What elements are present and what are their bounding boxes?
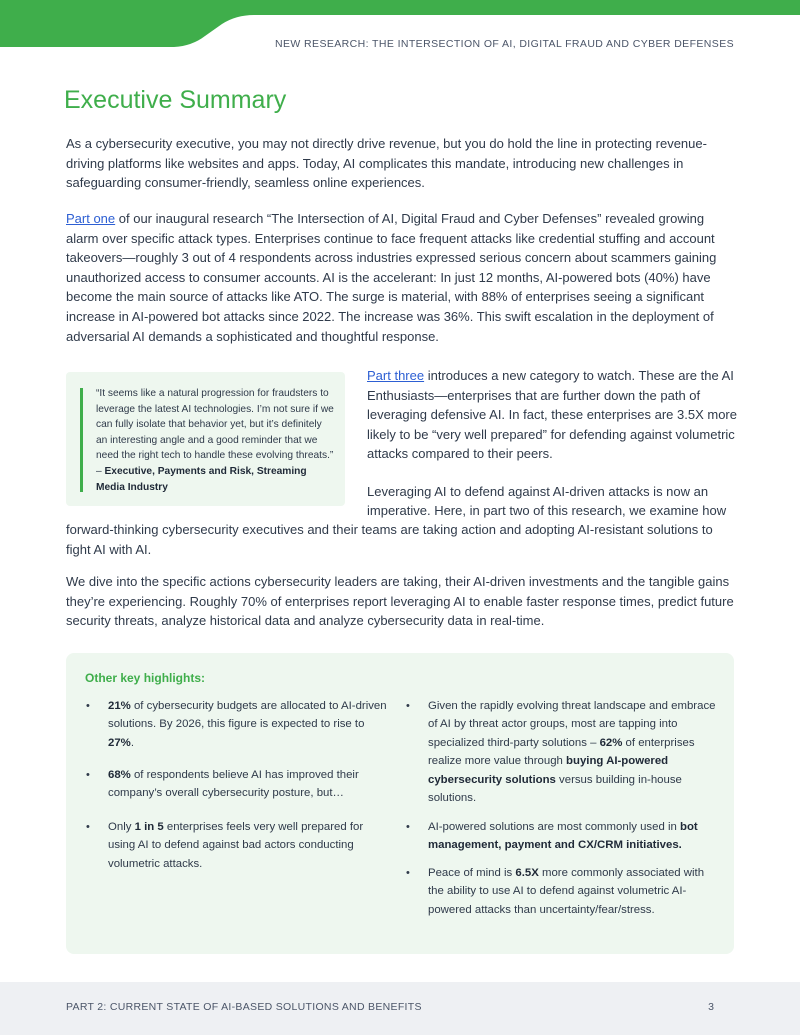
- quote-attribution: Executive, Payments and Risk, Streaming Media Industry: [96, 465, 307, 493]
- page-title: Executive Summary: [64, 86, 287, 114]
- highlight-item: • Only 1 in 5 enterprises feels very well prepared for using AI to defend against bad actors conducting volumetric attacks.: [108, 818, 390, 873]
- quote-accent-bar: [80, 388, 83, 492]
- bullet-icon: •: [86, 700, 90, 712]
- bullet-icon: •: [86, 769, 90, 781]
- actions-paragraph: We dive into the specific actions cybersecurity leaders are taking, their AI-driven investments and the tangible gains they’re experiencing. Roughly 70% of enterprises report leveraging AI to enable faster response times, predict future security threats, analyze historical data and analyze cybersecurity data in real-time.: [66, 574, 734, 629]
- page-number: 3: [708, 1001, 714, 1013]
- pull-quote: [66, 372, 345, 506]
- highlight-item: • AI-powered solutions are most commonly used in bot management, payment and CX/CRM initiatives.: [428, 818, 718, 855]
- bullet-icon: •: [406, 700, 410, 712]
- part-three-paragraph: [367, 366, 737, 464]
- highlight-item: • Peace of mind is 6.5X more commonly associated with the ability to use AI to defend against volumetric AI-powered attacks than uncertainty/fear/stress.: [428, 864, 718, 919]
- bullet-icon: •: [406, 867, 410, 879]
- leveraging-line-1: Leveraging AI to defend against AI-driven attacks is now an: [367, 484, 709, 499]
- page-footer: [0, 982, 800, 1035]
- part-three-link[interactable]: Part three: [367, 368, 425, 383]
- bullet-icon: •: [86, 821, 90, 833]
- highlight-item: • Given the rapidly evolving threat landscape and embrace of AI by threat actor groups, most are tapping into specialized third-party solutions – 62% of enterprises realize more value through buying AI-powered cybersecurity solutions versus building in-house solutions.: [428, 697, 718, 807]
- key-highlights-box: [66, 653, 734, 954]
- quote-text: [96, 386, 334, 495]
- bullet-icon: •: [406, 821, 410, 833]
- part-one-link[interactable]: Part one: [66, 211, 116, 226]
- running-header: NEW RESEARCH: THE INTERSECTION OF AI, DIGITAL FRAUD AND CYBER DEFENSES: [275, 38, 734, 50]
- highlight-item: • 21% of cybersecurity budgets are allocated to AI-driven solutions. By 2026, this figure is expected to rise to 27%.: [108, 697, 390, 752]
- footer-section-title: PART 2: CURRENT STATE OF AI-BASED SOLUTIONS AND BENEFITS: [66, 1001, 422, 1013]
- intro-paragraph: As a cybersecurity executive, you may not directly drive revenue, but you do hold the line in protecting revenue-driving platforms like websites and apps. Today, AI complicates this mandate, introducing new challenges in safeguarding consumer-friendly, seamless online experiences.: [66, 136, 707, 191]
- part-three-text: introduces a new category to watch. These are the AI Enthusiasts—enterprises that are further down the path of leveraging defensive AI. In fact, these enterprises are 3.5X more likely to be “very well prepared” for defending against volumetric attacks compared to their peers.: [367, 368, 737, 462]
- part-one-paragraph: [66, 209, 736, 346]
- highlights-title: Other key highlights:: [85, 671, 206, 685]
- part-one-text: of our inaugural research “The Intersection of AI, Digital Fraud and Cyber Defenses” revealed growing alarm over specific attack types. Enterprises continue to face frequent attacks like credential stuffing and account takeovers—roughly 3 out of 4 respondents across industries expressed serious concern about scammers gaining unauthorized access to consumer accounts. AI is the accelerant: In just 12 months, AI-powered bots (40%) have become the main source of attacks like ATO. The surge is material, with 88% of enterprises seeing a significant increase in AI-powered bot attacks since 2022. The increase was 36%. This swift escalation in the deployment of adversarial AI demands a sophisticated and thoughtful response.: [66, 211, 717, 344]
- leveraging-paragraph-rest: forward-thinking cybersecurity executives and their teams are taking action and adopting AI-resistant solutions to fight AI with AI.: [66, 522, 713, 557]
- leveraging-line-2: imperative. Here, in part two of this research, we examine how: [367, 503, 727, 518]
- quote-body: “It seems like a natural progression for fraudsters to leverage the latest AI technologies. I’m not sure if we can fully isolate that behavior yet, but it’s definitely an interesting angle and a good reminder that we need the right tech to handle these evolving threats.” –: [96, 388, 334, 477]
- highlight-item: • 68% of respondents believe AI has improved their company’s overall cybersecurity posture, but…: [108, 766, 390, 803]
